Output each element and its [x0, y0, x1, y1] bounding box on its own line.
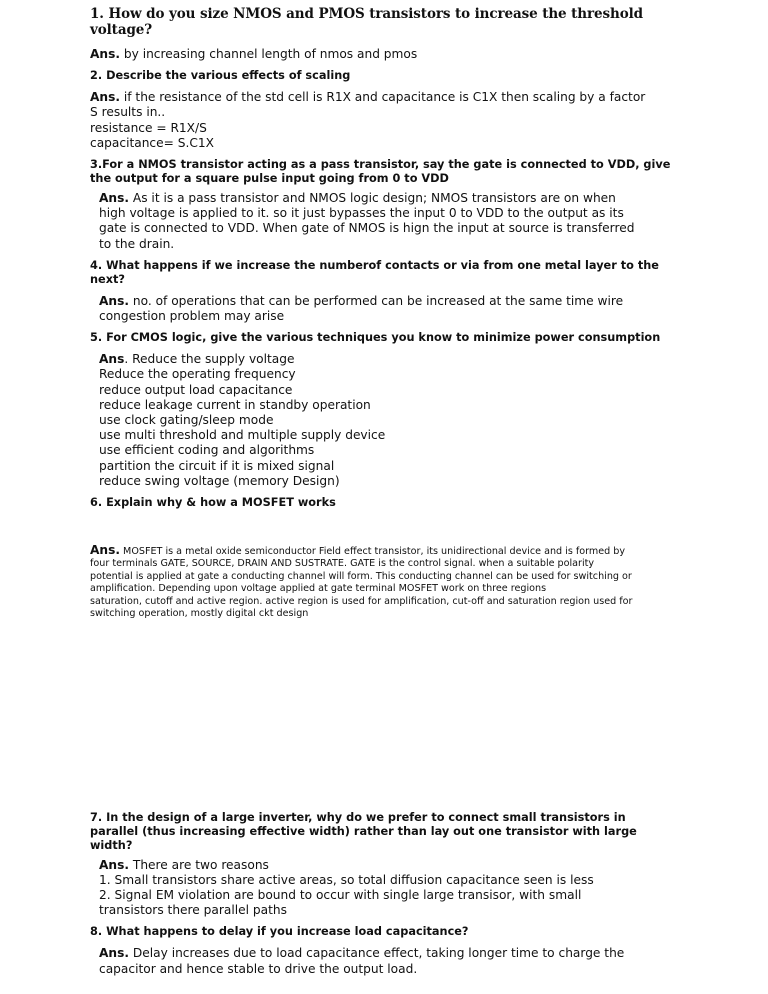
answer-4: Ans. no. of operations that can be performed can be increased at the same time wire congestion problem may arise: [99, 293, 624, 324]
answer-3: Ans. As it is a pass transistor and NMOS logic design; NMOS transistors are on when high voltage is applied to it. so it just bypasses the input 0 to VDD to the output as its gate is connected to VDD. When gate of NMOS is hign the input at source is transferred to the drain.: [99, 191, 635, 251]
answer-5: Ans. Reduce the supply voltage Reduce the operating frequency reduce output load capacitance reduce leakage current in standby operation use clock gating/sleep mode use multi threshold and multiple supply device use efficient coding and algorithms partition the circuit if it is mixed signal reduce swing voltage (memory Design): [99, 352, 386, 488]
answer-prefix: Ans.: [99, 293, 129, 308]
answer-prefix: Ans.: [99, 191, 129, 206]
answer-7: Ans. There are two reasons 1. Small transistors share active areas, so total diffusion capacitance seen is less 2. Signal EM violation are bound to occur with single large transisor, with small transistors there parallel paths: [99, 857, 594, 918]
answer-prefix: Ans.: [90, 543, 120, 558]
question-3: 3.For a NMOS transistor acting as a pass transistor, say the gate is connected to VDD, give the output for a square pulse input going from 0 to VDD: [90, 158, 671, 186]
answer-prefix: Ans: [99, 352, 125, 367]
question-4: 4. What happens if we increase the numberof contacts or via from one metal layer to the next?: [90, 258, 659, 286]
question-5: 5. For CMOS logic, give the various techniques you know to minimize power consumption: [90, 331, 661, 345]
answer-1: Ans. by increasing channel length of nmos and pmos: [90, 47, 418, 61]
question-8: 8. What happens to delay if you increase load capacitance?: [90, 925, 469, 939]
answer-prefix: Ans.: [99, 857, 129, 872]
answer-prefix: Ans.: [99, 946, 129, 961]
answer-6: Ans. MOSFET is a metal oxide semiconductor Field effect transistor, its unidirectional device and is formed by four terminals GATE, SOURCE, DRAIN AND SUSTRATE. GATE is the control signal. when a suitable polarity potential is applied at gate a conducting channel will form. This conducting channel can be used for switching or amplification. Depending upon voltage applied at gate terminal MOSFET work on three regions saturation, cutoff and active region. active region is used for amplification, cut-off and saturation region used for switching operation, mostly digital ckt design: [90, 543, 633, 620]
answer-prefix: Ans.: [90, 47, 120, 61]
question-2: 2. Describe the various effects of scaling: [90, 69, 351, 83]
answer-2: Ans. if the resistance of the std cell is R1X and capacitance is C1X then scaling by a factor S results in.. resistance = R1X/S capacitance= S.C1X: [90, 90, 646, 150]
question-7: 7. In the design of a large inverter, why do we prefer to connect small transistors in parallel (thus increasing effective width) rather than lay out one transistor with large width?: [90, 810, 637, 852]
document-page: [90, 6, 680, 977]
question-1: 1. How do you size NMOS and PMOS transistors to increase the threshold voltage?: [90, 6, 643, 38]
answer-8: Ans. Delay increases due to load capacitance effect, taking longer time to charge the capacitor and hence stable to drive the output load.: [99, 946, 625, 976]
question-6: 6. Explain why & how a MOSFET works: [90, 496, 336, 510]
answer-prefix: Ans.: [90, 90, 120, 105]
